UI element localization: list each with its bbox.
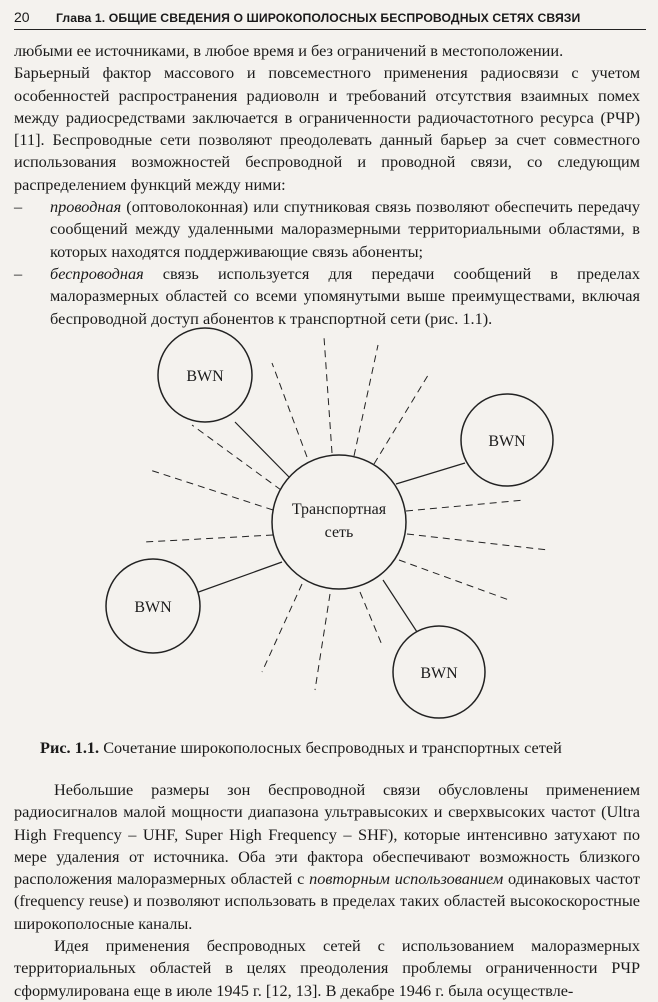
spoke — [354, 345, 378, 456]
list-item-wired — [14, 196, 640, 263]
figure-network-diagram — [0, 322, 658, 732]
spoke — [360, 592, 382, 645]
bwn-label: BWN — [134, 599, 172, 616]
spoke — [145, 535, 273, 542]
list-item-text: (оптоволоконная) или спутниковая связь позволяют обеспечить передачу сообщений между удаленными малоразмерными территориальными областями, в которых находятся поддерживающие связь абоненты; — [50, 197, 640, 261]
continuation-line: любыми ее источниками, в любое время и без ограничений в местоположении. — [14, 41, 564, 60]
list-dash: – — [14, 263, 23, 283]
term-wired: проводная — [50, 197, 122, 217]
spoke — [407, 534, 548, 550]
list-item-wireless — [14, 263, 640, 330]
page-number: 20 — [14, 9, 30, 25]
term-wireless: беспроводная — [50, 263, 144, 283]
spoke — [315, 594, 330, 690]
running-header — [14, 7, 646, 30]
bwn-label: BWN — [488, 433, 526, 450]
term-frequency-reuse: повторным использованием — [309, 869, 504, 889]
caption-text: Сочетание широкополосных беспроводных и транспортных сетей — [99, 738, 562, 757]
spoke — [324, 337, 332, 453]
paragraph-barrier: Барьерный фактор массового и повсеместного применения радиосвязи с учетом особенностей распространения радиоволн и требований отсутствия взаимных помех между радиосредствами заключается в ограниченности радиочастотного ресурса (РЧР) [11]. Беспроводные сети позволяют преодолевать данный барьер за счет совместного использования возможностей беспроводной и проводной связи, со следующим распределением функций между ними: — [14, 63, 640, 194]
running-title: Глава 1. ОБЩИЕ СВЕДЕНИЯ О ШИРОКОПОЛОСНЫХ БЕСПРОВОДНЫХ СЕТЯХ СВЯЗИ — [56, 11, 581, 25]
spoke — [374, 372, 430, 464]
caption-label: Рис. 1.1. — [40, 738, 100, 757]
bottom-text-block — [14, 779, 640, 1002]
link-to-bwn-right-bottom — [383, 580, 419, 635]
top-text-block — [14, 40, 640, 330]
transport-network-node — [272, 455, 406, 589]
link-to-bwn-top-left — [235, 422, 289, 477]
spoke — [150, 470, 273, 510]
paragraph-zones — [14, 779, 640, 935]
spoke — [272, 363, 307, 457]
center-label-line2: сеть — [324, 524, 354, 541]
diagram-svg — [0, 322, 658, 732]
paragraph-zones-b: одинаковых частот (frequency reuse) и позволяют использовать в пределах таких областей высокоскоростные широкополосные каналы. — [14, 869, 640, 933]
list-dash: – — [14, 197, 23, 217]
spoke — [399, 560, 509, 600]
spoke — [406, 500, 525, 511]
spoke — [192, 425, 281, 490]
paragraph-zones-a: Небольшие размеры зон беспроводной связи обусловлены применением радиосигналов малой мощности диапазона ультравысоких и сверхвысоких частот (Ultra High Frequency – UHF, Super High Frequency – SHF), которые интенсивно затухают по мере удаления от источника. Оба эти фактора обеспечивают возможность близкого расположения малоразмерных областей с — [14, 780, 640, 889]
paragraph-history: Идея применения беспроводных сетей с использованием малоразмерных территориальных областей в целях преодоления проблемы ограниченности РЧР сформулирована еще в июле 1945 г. [12, 13]. В декабре 1946 г. была осуществле- — [14, 936, 640, 1000]
link-to-bwn-right-top — [396, 463, 465, 484]
bwn-label: BWN — [186, 368, 224, 385]
list-item-text: связь используется для передачи сообщений в пределах малоразмерных областей со всеми упомянутыми выше преимуществами, включая беспроводной доступ абонентов к транспортной сети (рис. 1.1). — [50, 263, 640, 328]
link-to-bwn-left-bottom — [193, 562, 282, 594]
bwn-label: BWN — [420, 665, 458, 682]
center-label-line1: Транспортная — [291, 501, 387, 518]
figure-caption — [40, 737, 640, 759]
spoke — [262, 584, 302, 672]
